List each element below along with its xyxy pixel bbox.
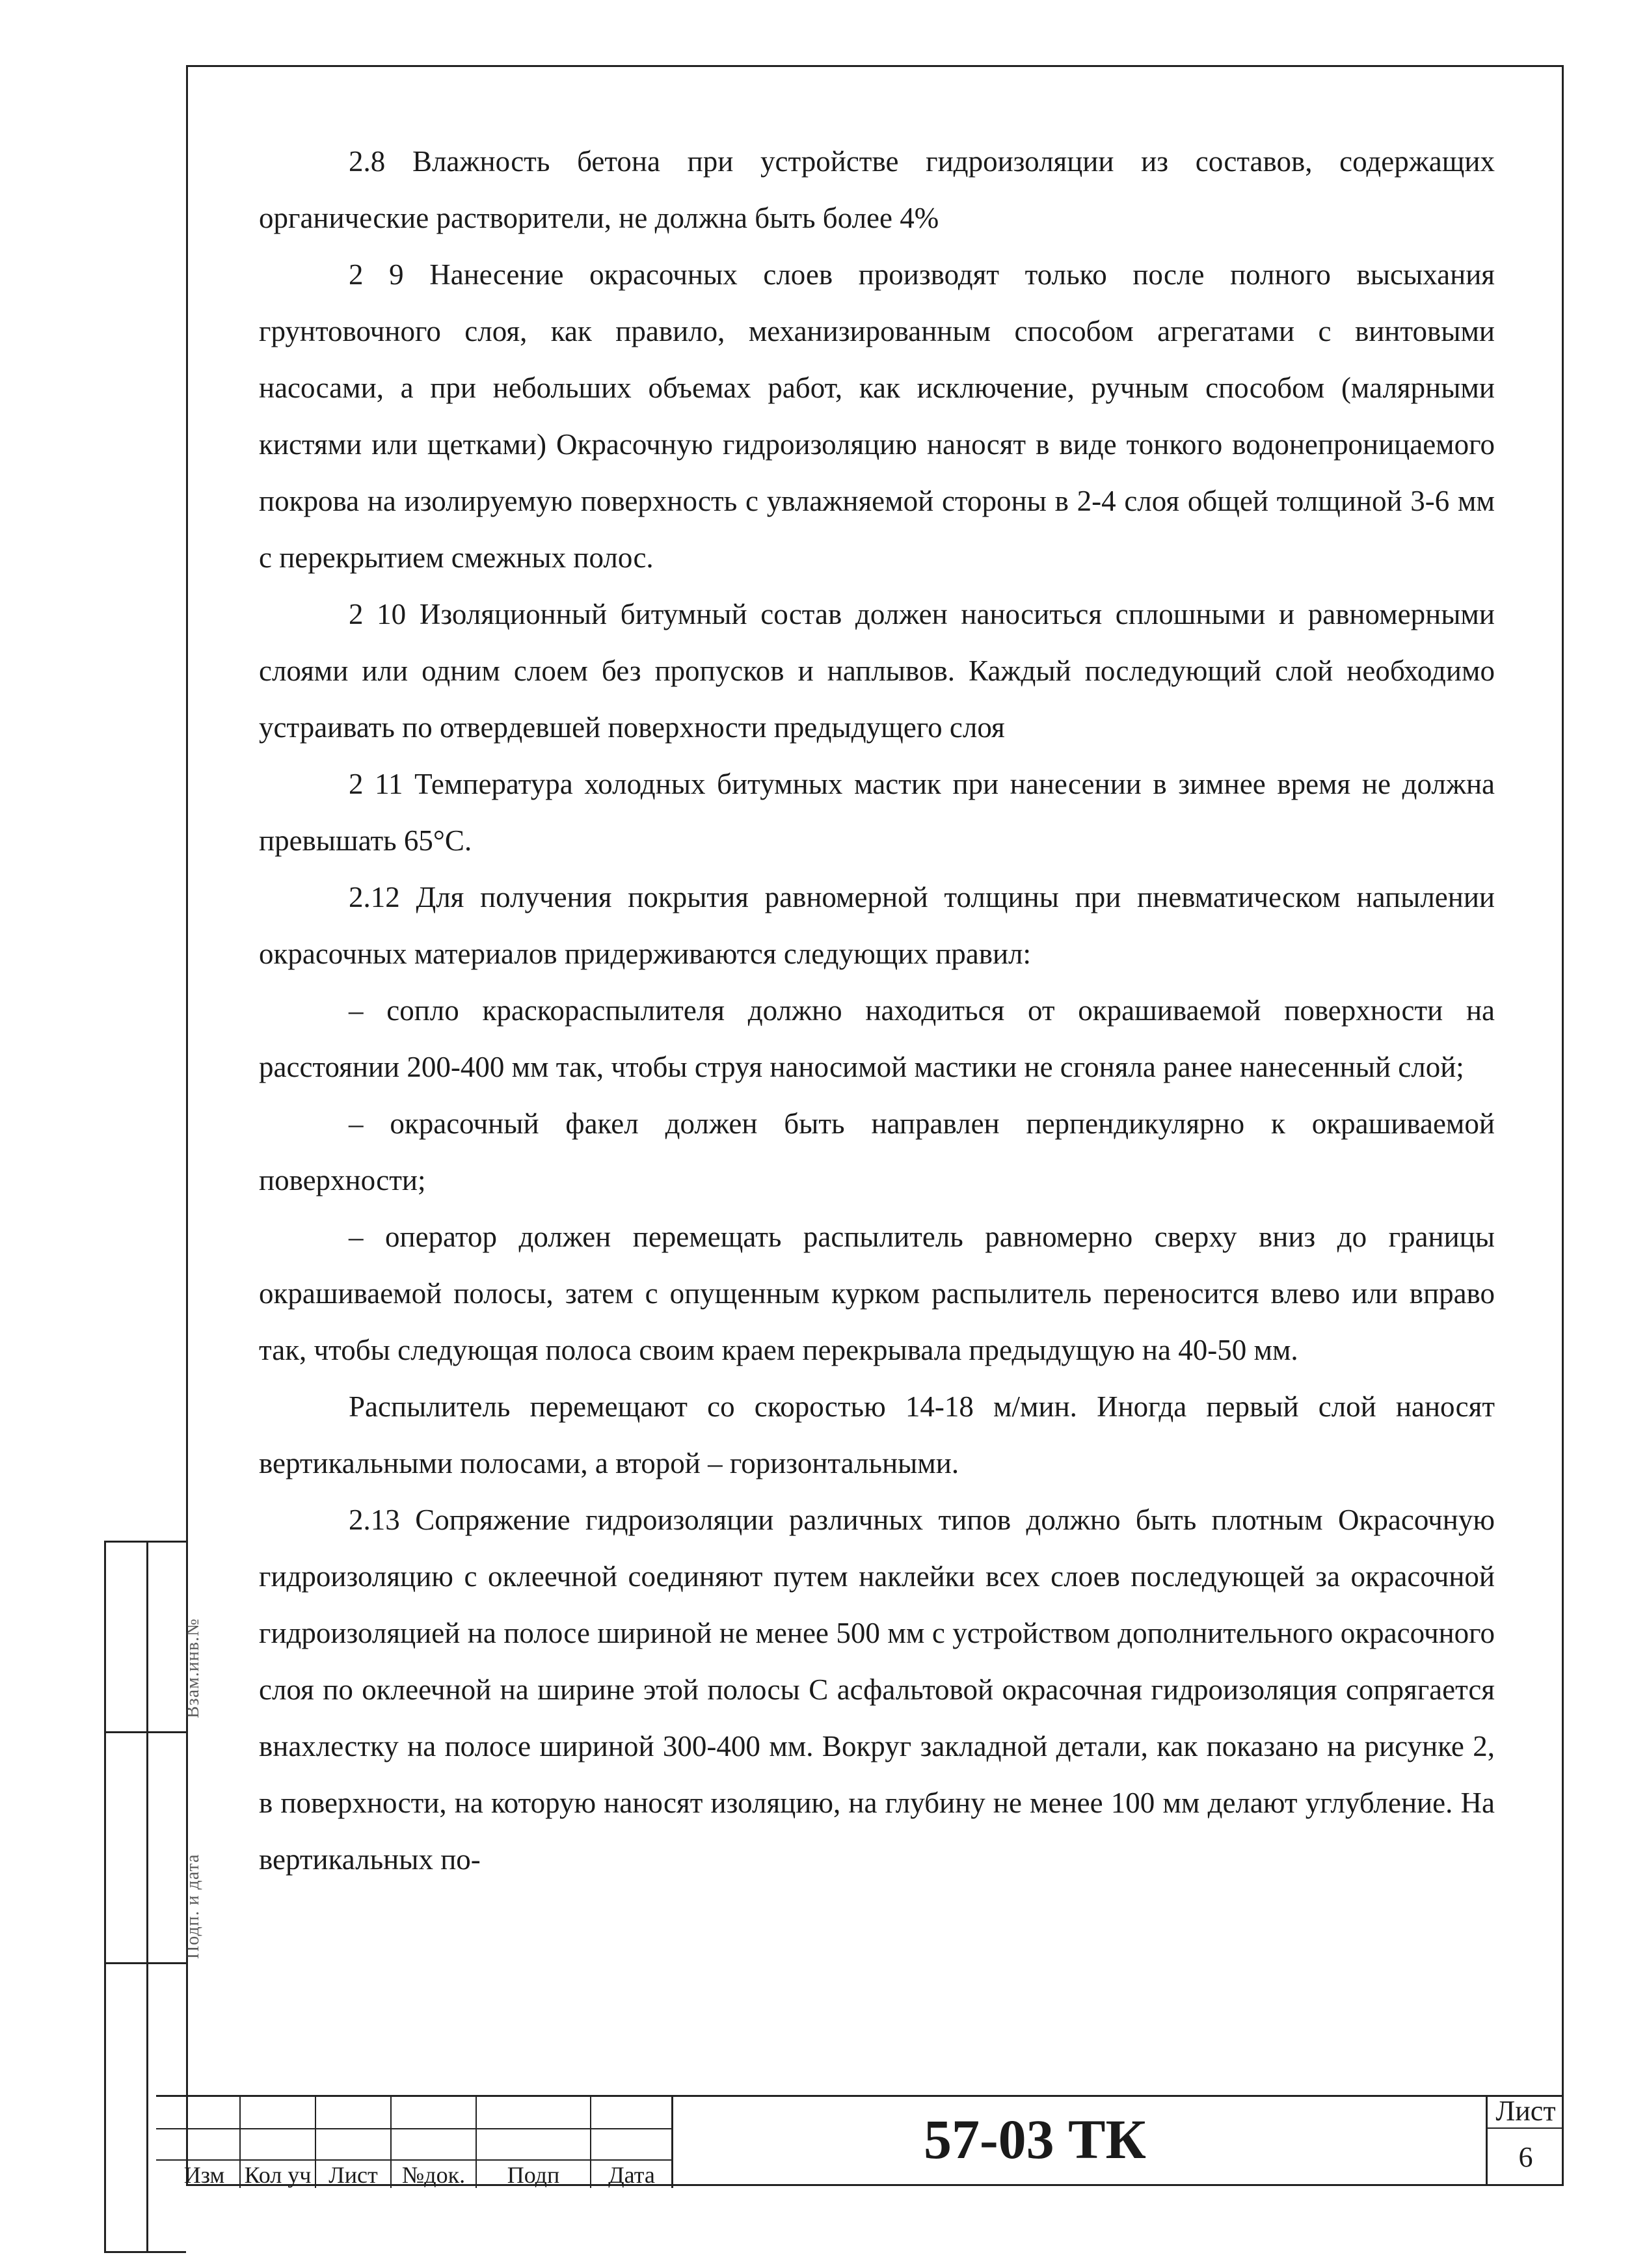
list-item-operator: – оператор должен перемещать распылитель равномерно сверху вниз до границы окрашиваемой полосы, затем с опущенным курком распылитель переносится влево или вправо так, чтобы следующая полоса своим краем перекрывала предыдущую на 40-50 мм. [259, 1221, 1495, 1366]
col-kol-uch: Кол уч [244, 2162, 312, 2188]
paragraph-2-12: 2.12 Для получения покрытия равномерной толщины при пневматическом напылении окрасочных материалов придерживаются следующих правил: [259, 881, 1495, 970]
col-doc-num: №док. [401, 2162, 466, 2188]
list-item-torch: – окрасочный факел должен быть направлен перпендикулярно к окрашиваемой поверхности; [259, 1107, 1495, 1196]
list-item-nozzle: – сопло краскораспылителя должно находиться от окрашиваемой поверхности на расстоянии 200-400 мм так, чтобы струя наносимой мастики не сгоняла ранее нанесенный слой; [259, 994, 1495, 1083]
paragraph-2-9: 2 9 Нанесение окрасочных слоев производят только после полного высыхания грунтовочного слоя, как правило, механизированным способом агрегатами с винтовыми насосами, а при небольших объемах работ, как исключение, ручным способом (малярными кистями или щетками) Окрасочную гидроизоляцию наносят в виде тонкого водонепроницаемого покрова на изолируемую поверхность с увлажняемой стороны в 2-4 слоя общей толщиной 3-6 мм с перекрытием смежных полос. [259, 258, 1495, 574]
sheet-number: 6 [1518, 2141, 1533, 2173]
side-stamp-lower: Подп. и дата [183, 1854, 203, 1959]
col-data: Дата [608, 2162, 655, 2188]
paragraph-2-8: 2.8 Влажность бетона при устройстве гидроизоляции из составов, содержащих органические растворители, не должна быть более 4% [259, 145, 1495, 234]
col-list: Лист [328, 2162, 378, 2188]
paragraph-2-11: 2 11 Температура холодных битумных мастик при нанесении в зимнее время не должна превышать 65°С. [259, 768, 1495, 857]
col-podp: Подп [507, 2162, 560, 2188]
paragraph-sprayer-speed: Распылитель перемещают со скоростью 14-18 м/мин. Иногда первый слой наносят вертикальными полосами, а второй – горизонтальными. [259, 1390, 1495, 1479]
title-block [156, 2095, 1564, 2186]
sheet-label: Лист [1488, 2095, 1564, 2129]
document-body [259, 133, 1495, 1888]
paragraph-2-13: 2.13 Сопряжение гидроизоляции различных типов должно быть плотным Окрасочную гидроизоляцию с оклеечной соединяют путем наклейки всех слоев последующей за окрасочной гидроизоляцией на полосе шириной не менее 500 мм с устройством дополнительного окрасочного слоя по оклеечной на ширине этой полосы С асфальтовой окрасочная гидроизоляция сопрягается внахлестку на полосе шириной 300-400 мм. Вокруг закладной детали, как показано на рисунке 2, в поверхности, на которую наносят изоляцию, на глубину не менее 100 мм делают углубление. На вертикальных по- [259, 1504, 1495, 1876]
sheet-box [1486, 2095, 1564, 2186]
document-code: 57-03 ТК [924, 2108, 1146, 2170]
revision-table [156, 2097, 673, 2188]
col-izm: Изм [183, 2162, 225, 2188]
side-stamp-upper: Взам.инв.№ [183, 1618, 203, 1718]
paragraph-2-10: 2 10 Изоляционный битумный состав должен наноситься сплошными и равномерными слоями или одним слоем без пропусков и наплывов. Каждый последующий слой необходимо устраивать по отвердевшей поверхности предыдущего слоя [259, 598, 1495, 744]
